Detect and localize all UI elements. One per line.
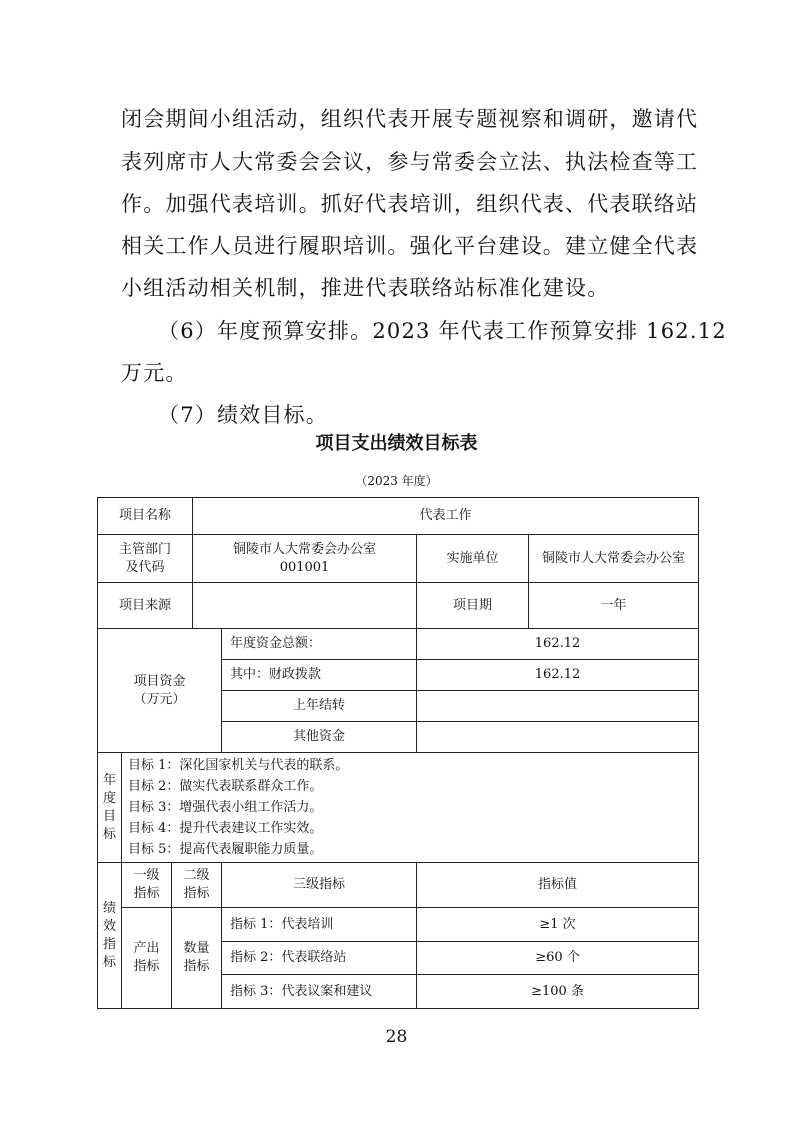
source-value <box>193 583 417 629</box>
impl-unit-label: 实施单位 <box>417 535 529 583</box>
body-text-line: 小组活动相关机制，推进代表联络站标准化建设。 <box>121 276 610 300</box>
annual-goal-char: 年 <box>102 772 116 788</box>
dept-label-line: 及代码 <box>125 559 165 575</box>
output-label-line: 指标 <box>133 959 160 974</box>
indicator-value: ≥100 条 <box>417 975 699 1009</box>
impl-unit-value: 铜陵市人大常委会办公室 <box>529 535 699 583</box>
table-row <box>98 908 699 942</box>
goal-item: 目标 5：提高代表履职能力质量。 <box>128 842 323 857</box>
goal-item: 目标 1：深化国家机关与代表的联系。 <box>128 758 349 773</box>
quantity-indicator-label <box>172 908 222 1009</box>
body-text-line: 万元。 <box>121 361 188 385</box>
header-value: 指标值 <box>417 863 699 908</box>
annual-goal-char: 目 <box>102 808 116 824</box>
dept-label <box>98 535 193 583</box>
period-label: 项目期 <box>417 583 529 629</box>
budget-paragraph: （6）年度预算安排。2023 年代表工作预算安排 162.12 <box>158 319 727 343</box>
header-level1-line: 一级 <box>133 868 160 883</box>
table-subtitle: （2023 年度） <box>355 474 438 488</box>
indicator-name: 指标 2：代表联络站 <box>222 942 417 975</box>
body-text-line: 闭会期间小组活动，组织代表开展专题视察和调研，邀请代 <box>121 107 699 131</box>
header-level1-line: 指标 <box>133 886 160 901</box>
perf-indicator-label <box>98 863 122 1009</box>
indicator-value: ≥1 次 <box>417 908 699 942</box>
annual-goal-char: 标 <box>102 826 116 842</box>
annual-goal-label <box>98 753 122 863</box>
perf-label-char: 绩 <box>102 900 116 916</box>
project-name-label: 项目名称 <box>98 498 193 535</box>
body-text-line: 作。加强代表培训。抓好代表培训，组织代表、代表联络站 <box>121 192 699 216</box>
header-level3: 三级指标 <box>222 863 417 908</box>
funds-row-value <box>417 691 699 722</box>
dept-value-line: 铜陵市人大常委会办公室 <box>233 541 377 557</box>
funds-row-value <box>417 722 699 753</box>
goal-item: 目标 2：做实代表联系群众工作。 <box>128 779 323 794</box>
table-row <box>98 863 699 908</box>
dept-label-line: 主管部门 <box>119 541 172 557</box>
annual-goals <box>122 753 699 863</box>
body-text-line: 表列席市人大常委会会议，参与常委会立法、执法检查等工 <box>121 150 699 174</box>
indicator-name: 指标 3：代表议案和建议 <box>222 975 417 1009</box>
quantity-label-line: 指标 <box>183 959 210 974</box>
goal-item: 目标 4：提升代表建议工作实效。 <box>128 821 323 836</box>
indicator-name: 指标 1：代表培训 <box>222 908 417 942</box>
header-level2-line: 二级 <box>183 868 210 883</box>
table-row <box>98 583 699 629</box>
funds-label-line: （万元） <box>133 691 186 707</box>
dept-value <box>193 535 417 583</box>
funds-label-line: 项目资金 <box>133 673 186 689</box>
funds-label <box>98 629 222 753</box>
perf-label-char: 指 <box>102 936 116 952</box>
table-row <box>98 535 699 583</box>
perf-label-char: 效 <box>102 918 116 934</box>
table-row <box>98 498 699 535</box>
table-row <box>98 753 699 863</box>
funds-row-value: 162.12 <box>417 660 699 691</box>
funds-row-label: 其他资金 <box>222 722 417 753</box>
funds-row-label: 年度资金总额： <box>222 629 417 660</box>
funds-row-value: 162.12 <box>417 629 699 660</box>
body-text-line: 相关工作人员进行履职培训。强化平台建设。建立健全代表 <box>121 234 699 258</box>
source-label: 项目来源 <box>98 583 193 629</box>
page-number: 28 <box>385 1027 408 1047</box>
goal-item: 目标 3：增强代表小组工作活力。 <box>128 800 323 815</box>
goals-heading: （7）绩效目标。 <box>158 403 328 427</box>
funds-row-label: 其中：财政拨款 <box>222 660 417 691</box>
project-name-value: 代表工作 <box>193 498 699 535</box>
period-value: 一年 <box>529 583 699 629</box>
table-row <box>98 629 699 660</box>
dept-value-line: 001001 <box>279 559 330 575</box>
header-level2 <box>172 863 222 908</box>
indicator-value: ≥60 个 <box>417 942 699 975</box>
header-level1 <box>122 863 172 908</box>
funds-row-label: 上年结转 <box>222 691 417 722</box>
table-title: 项目支出绩效目标表 <box>315 433 478 454</box>
performance-target-table <box>97 497 699 1009</box>
output-label-line: 产出 <box>133 941 160 956</box>
perf-label-char: 标 <box>102 954 116 970</box>
output-indicator-label <box>122 908 172 1009</box>
header-level2-line: 指标 <box>183 886 210 901</box>
annual-goal-char: 度 <box>102 790 116 806</box>
quantity-label-line: 数量 <box>183 941 210 956</box>
